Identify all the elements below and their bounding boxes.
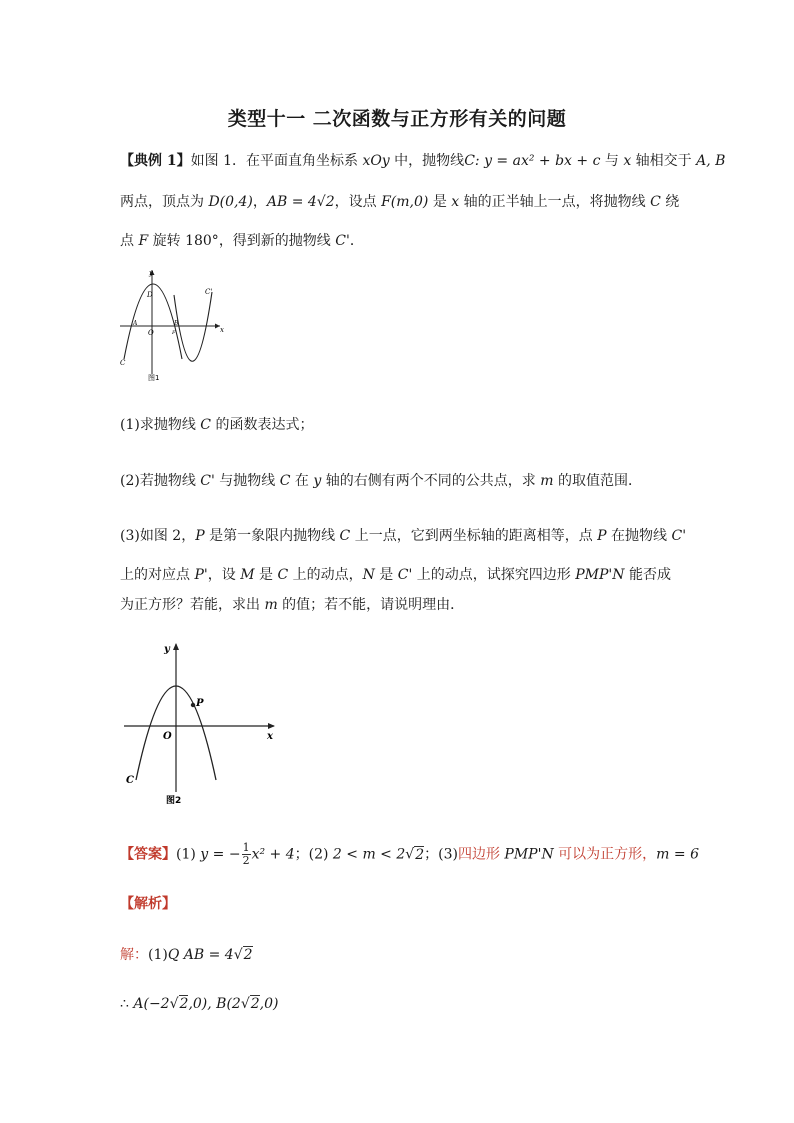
sqrt-symbol: √ bbox=[169, 996, 179, 1012]
sqrt-symbol: √ bbox=[240, 996, 250, 1012]
question-3-line-2 bbox=[120, 564, 671, 584]
question-3-line-3 bbox=[120, 594, 464, 614]
figure-1 bbox=[116, 264, 228, 384]
math-p-prime: P' bbox=[194, 567, 208, 583]
math-radicand: 2 bbox=[243, 947, 253, 963]
question-text: 的函数表达式； bbox=[211, 417, 314, 433]
question-text: 上的动点，试探究四边形 bbox=[412, 567, 576, 583]
example-text: ，设点 bbox=[334, 194, 382, 210]
example-text: 两点，顶点为 bbox=[120, 194, 209, 210]
fig1-label-o: O bbox=[148, 329, 154, 337]
math-m: m bbox=[540, 473, 554, 489]
math-xoy: xOy bbox=[362, 153, 390, 169]
example-text: 旋转 bbox=[148, 233, 186, 249]
example-text: 轴的正半轴上一点，将抛物线 bbox=[459, 194, 651, 210]
fig2-label-c: C bbox=[126, 775, 134, 786]
example-text: 点 bbox=[120, 233, 139, 249]
question-text: 上的动点， bbox=[288, 567, 363, 583]
answer-2-radicand: 2 bbox=[415, 846, 425, 863]
sqrt-symbol: √ bbox=[233, 947, 243, 963]
example-text: ， bbox=[252, 194, 267, 210]
answer-3-m: m = 6 bbox=[656, 846, 699, 863]
math-radicand: 2 bbox=[250, 996, 260, 1012]
question-text: 求抛物线 bbox=[139, 417, 201, 433]
question-1 bbox=[120, 414, 313, 434]
math-y: y bbox=[313, 473, 322, 489]
question-text: 与抛物线 bbox=[214, 473, 280, 489]
question-text: ，设 bbox=[207, 567, 241, 583]
math-ab-length: AB = 4 bbox=[183, 947, 234, 963]
answer-3-text: 四边形 bbox=[457, 846, 505, 863]
math-c: C bbox=[650, 194, 661, 210]
fig1-label-c: C bbox=[120, 359, 126, 367]
math-m: M bbox=[240, 567, 255, 583]
question-number: (1) bbox=[120, 417, 140, 433]
answer-3-quad: PMP'N bbox=[504, 846, 554, 863]
math-c-prime: C' bbox=[335, 233, 350, 249]
math-quadrilateral: PMP'N bbox=[575, 567, 625, 583]
math-because-symbol: Q bbox=[167, 947, 180, 963]
question-text: 在抛物线 bbox=[606, 528, 672, 544]
answer-part-number: (1) bbox=[176, 846, 196, 863]
fig1-label-d: D bbox=[147, 291, 153, 299]
answer-1-lhs: y = − bbox=[200, 846, 241, 863]
solution-part-number: (1) bbox=[148, 947, 168, 963]
math-point-b-end: ,0) bbox=[259, 996, 279, 1012]
math-f: F bbox=[138, 233, 149, 249]
fraction-numerator: 1 bbox=[242, 841, 250, 854]
math-x: x bbox=[451, 194, 460, 210]
fig2-label-p: P bbox=[196, 698, 204, 709]
math-p: P bbox=[195, 528, 205, 544]
math-vertex-d: D(0,4) bbox=[208, 194, 253, 210]
question-text: 能否成 bbox=[624, 567, 671, 583]
math-point-b: ,0), B(2 bbox=[188, 996, 241, 1012]
example-line-1 bbox=[120, 150, 725, 170]
math-m: m bbox=[264, 597, 278, 613]
question-text: 若抛物线 bbox=[139, 473, 201, 489]
fig1-label-x: x bbox=[220, 326, 224, 334]
fig2-point-p bbox=[191, 703, 195, 707]
fig1-label-f: F bbox=[172, 330, 176, 336]
example-text: 绕 bbox=[660, 194, 680, 210]
answer-part-number: (2) bbox=[308, 846, 329, 863]
math-x: x bbox=[623, 153, 632, 169]
answer-3-text: 可以为正方形， bbox=[553, 846, 657, 863]
question-number: (3) bbox=[120, 528, 140, 544]
solution-line-1 bbox=[120, 944, 253, 964]
answer-part-number: (3) bbox=[438, 846, 458, 863]
math-c-prime: C' bbox=[200, 473, 215, 489]
math-c-prime: C' bbox=[671, 528, 687, 544]
solution-line-2 bbox=[120, 996, 279, 1012]
example-text: 中，抛物线 bbox=[389, 153, 465, 169]
question-number: (2) bbox=[120, 473, 140, 489]
fig2-caption: 图2 bbox=[166, 796, 182, 806]
question-2 bbox=[120, 470, 642, 490]
math-point-a: A(−2 bbox=[133, 996, 170, 1012]
sqrt-symbol: √ bbox=[405, 846, 415, 863]
answer-1-rhs: x² + 4 bbox=[251, 846, 295, 863]
fraction-denominator: 2 bbox=[242, 854, 250, 867]
fig1-parabola-c-prime bbox=[174, 292, 212, 361]
solution-label: 解： bbox=[120, 947, 148, 963]
example-text: 与 bbox=[600, 153, 624, 169]
example-text: 轴相交于 bbox=[631, 153, 697, 169]
fig1-label-b: B bbox=[174, 320, 179, 327]
math-ab: A, B bbox=[696, 153, 726, 169]
answer-2-expr: 2 < m < 2 bbox=[332, 846, 406, 863]
fig1-caption: 图1 bbox=[148, 374, 160, 382]
example-text: 如图 1．在平面直角坐标系 bbox=[190, 153, 363, 169]
question-text: 轴的右侧有两个不同的公共点，求 bbox=[321, 473, 541, 489]
math-c: C bbox=[200, 417, 212, 433]
analysis-heading bbox=[120, 893, 176, 913]
math-parabola-eq: C: y = ax² + bx + c bbox=[464, 153, 601, 169]
math-c: C bbox=[279, 473, 291, 489]
math-ab-length: AB = 4√2 bbox=[266, 194, 335, 210]
math-c: C bbox=[277, 567, 289, 583]
fig2-x-arrow bbox=[268, 723, 275, 729]
answer-line bbox=[120, 842, 699, 867]
question-text: 是 bbox=[374, 567, 398, 583]
answer-separator: ； bbox=[294, 846, 309, 863]
analysis-tag: 【解析】 bbox=[120, 896, 176, 912]
question-text: 如图 2， bbox=[139, 528, 196, 544]
math-radicand: 2 bbox=[179, 996, 189, 1012]
example-tag: 【典例 1】 bbox=[120, 153, 191, 169]
math-c: C bbox=[339, 528, 351, 544]
answer-tag: 【答案】 bbox=[120, 846, 176, 863]
question-text: 是 bbox=[254, 567, 278, 583]
fig1-label-c-prime: C' bbox=[205, 288, 213, 296]
question-text: 在 bbox=[290, 473, 314, 489]
fig1-label-a: A bbox=[133, 320, 138, 327]
example-text: ． bbox=[349, 233, 364, 249]
question-text: 上一点，它到两坐标轴的距离相等，点 bbox=[350, 528, 598, 544]
fig2-label-y: y bbox=[164, 644, 170, 655]
question-text: 是第一象限内抛物线 bbox=[204, 528, 340, 544]
example-text: 是 bbox=[428, 194, 452, 210]
question-3-line-1 bbox=[120, 525, 686, 545]
question-text: 上的对应点 bbox=[120, 567, 195, 583]
math-point-f: F(m,0) bbox=[381, 194, 429, 210]
fig2-label-x: x bbox=[267, 731, 273, 742]
math-p: P bbox=[597, 528, 607, 544]
example-text: ，得到新的抛物线 bbox=[218, 233, 336, 249]
answer-separator: ； bbox=[424, 846, 439, 863]
question-text: 的值；若不能，请说明理由． bbox=[277, 597, 465, 613]
math-c-prime: C' bbox=[397, 567, 413, 583]
example-line-2 bbox=[120, 191, 679, 211]
therefore-symbol: ∴ bbox=[120, 996, 129, 1012]
page-title: 类型十一 二次函数与正方形有关的问题 bbox=[227, 108, 567, 130]
math-degree: 180° bbox=[185, 233, 219, 249]
figure-2 bbox=[120, 640, 280, 808]
question-text: 的取值范围． bbox=[553, 473, 642, 489]
question-text: 为正方形？若能，求出 bbox=[120, 597, 265, 613]
math-n: N bbox=[362, 567, 375, 583]
fig1-label-y: y bbox=[149, 269, 153, 277]
answer-1-fraction bbox=[242, 842, 251, 867]
fig2-y-arrow bbox=[173, 643, 179, 650]
example-line-3 bbox=[120, 230, 364, 250]
fig2-label-o: O bbox=[163, 731, 172, 742]
